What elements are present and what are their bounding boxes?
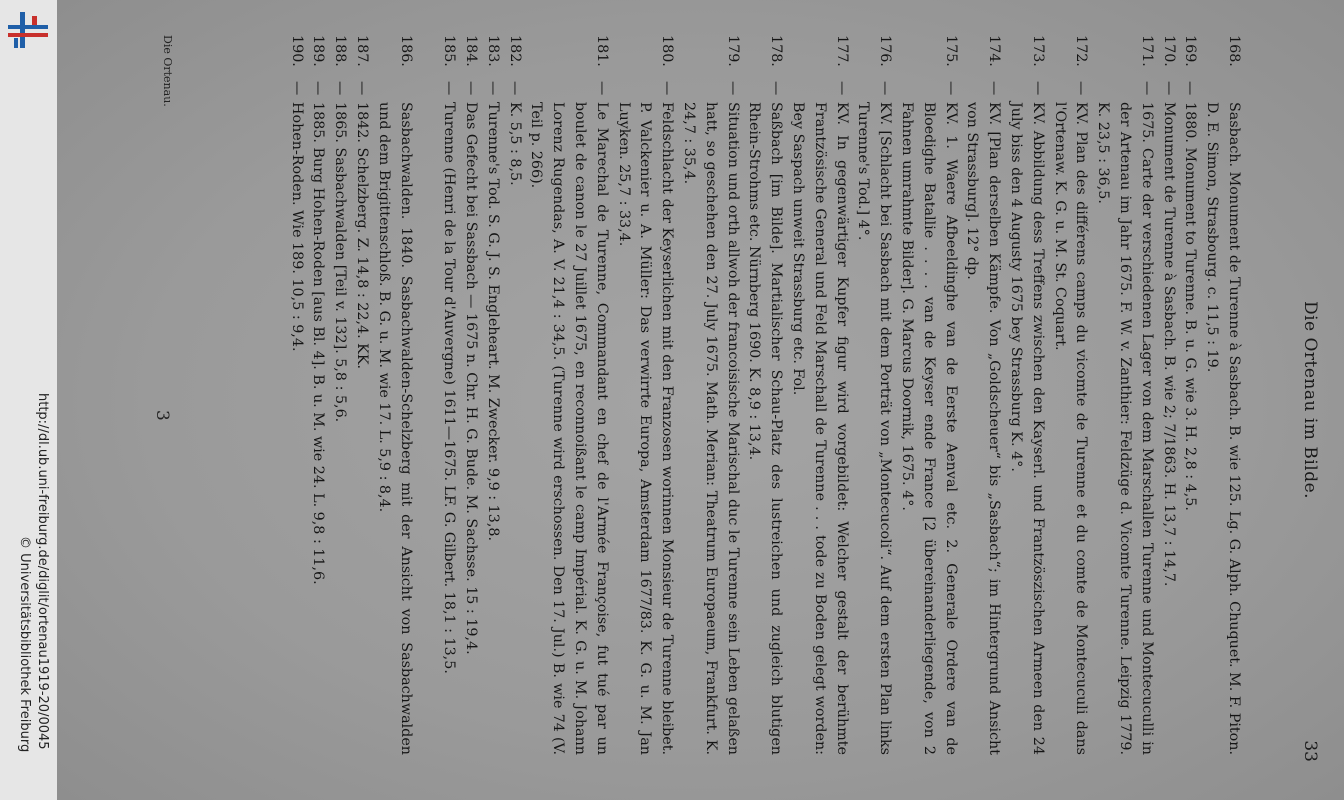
entry-text: KV. 1. Waere Afbeeldinghe van de Eerste Aenval etc. 2. Generale Ordere van de Bloedighe Batallie . . . . van de Keyser ende France [2 übereinanderliegende, von 2 Fahnen umrahmte Bilder]. G. Marcus Doornik, 1675. 4°. [899, 102, 959, 755]
entry-number: 172. [1073, 35, 1090, 67]
entry-text: Le Marechal de Turenne, Commandant en chef de l'Armée Françoise, fut tué par un boulet de canon le 27 Juillet 1675, en reconnoißant le camp Impérial. K. G. u. M. Johann Lorenz Rugendas, A. V. 21,4 : 34,5. (Turenne wird erschossen. Den 17. Jul.) B. wie 74 (V. Teil p. 266). [528, 102, 610, 755]
catalog-entry [1179, 35, 1201, 755]
entry-number: 190. [288, 35, 305, 67]
entry-number: 180. [659, 35, 676, 67]
entry-number: 176. [877, 35, 894, 67]
catalog-entry [677, 35, 742, 755]
entry-text: KV. [Plan derselben Kämpfe. Von „Goldscheuer“ bis „Sasbach“; im Hintergrund Ansicht von Strassburg]. 12° dp. [964, 102, 1003, 755]
catalog-entry [1200, 35, 1244, 755]
entry-dash: — [593, 81, 610, 96]
entry-number: 185. [441, 35, 458, 67]
entry-text: Das Gefecht bei Sassbach — 1675 n. Chr. H. G. Bude. M. Sachsse. 15 : 19,4. [463, 102, 480, 655]
entry-number: 182. [506, 35, 523, 67]
entry-number: 168. [1226, 35, 1242, 67]
entry-number: 186. [397, 35, 414, 67]
entry-dash: — [288, 81, 305, 96]
entry-number: 188. [332, 35, 349, 67]
scanned-page [57, 0, 1344, 800]
entry-number: 179. [724, 35, 741, 67]
catalog-entry [438, 35, 460, 755]
entry-dash: — [833, 81, 850, 96]
entry-dash: — [441, 81, 458, 96]
entry-dash: — [1160, 81, 1177, 96]
footer-signature: Die Ortenau. [161, 35, 174, 107]
library-logo [6, 10, 48, 50]
catalog-entry [503, 35, 525, 755]
section-gap [416, 35, 438, 755]
entry-number: 177. [833, 35, 850, 67]
entry-text: KV. Plan des différens camps du vicomte de Turenne et du comte de Montecuculi dans l'Ortenaw. K. G. u. M. St. Coquart. [1051, 102, 1090, 755]
entry-dash: — [942, 81, 959, 96]
page-number: 33 [1300, 740, 1320, 762]
catalog-entry [1004, 35, 1048, 755]
entry-text: Turenne (Henri de la Tour d'Auvergne) 1611—1675. LF. G. Gilbert. 18,1 : 13,5. [441, 102, 458, 674]
entry-text: 1885. Burg Hohen-Roden [aus Bl. 4]. B. u. M. wie 24. L. 9,8 : 11,6. [310, 102, 327, 585]
catalog-entry [372, 35, 416, 755]
entry-text: KV. Abbildung dess Treffens zwischen den Kayserl. und Frantzöszischen Armeen den 24 July biss den 4 Augusty 1675 bey Strassburg K. 4°. [1008, 102, 1046, 755]
page-title: Die Ortenau im Bilde. [1300, 300, 1320, 500]
entry-dash: — [1029, 81, 1046, 96]
entry-text: Turenne's Tod. S. G. J. S. Engleheart. M. Zwecker. 9,9 : 13,8. [484, 102, 501, 542]
entry-number: 189. [310, 35, 327, 67]
entry-dash: — [768, 81, 785, 96]
entry-dash: — [724, 81, 741, 96]
entry-number: 173. [1029, 35, 1046, 67]
entry-dash: — [463, 81, 480, 96]
entry-text: 1865. Sasbachwalden [Teil v. 132]. 5,8 : 5,6. [332, 102, 349, 423]
entry-text: K. 5,5 : 8,5. [506, 102, 523, 186]
catalog-entry [307, 35, 329, 755]
entry-text: Sasbach. Monument de Turenne à Sasbach. B. wie 125. Lg. G. Alph. Chuquet. M. F. Piton. D. E. Simon, Strasbourg. c. 11,5 : 19. [1204, 102, 1242, 755]
catalog-entry [786, 35, 851, 755]
entry-dash: — [659, 81, 676, 96]
catalog-entry [1048, 35, 1092, 755]
copyright-note: © Universitätsbibliothek Freiburg [17, 536, 32, 753]
entry-dash: — [1138, 81, 1155, 96]
entry-dash: — [310, 81, 327, 96]
entry-text: 1842. Schelzberg. Z. 14,8 : 22,4. KK. [353, 102, 370, 370]
catalog-entry [459, 35, 481, 755]
entry-text: KV. In gegenwärtiger Kupfer figur wird vorgebildet: Welcher gestalt der berühmte Frantzösische General und Feld Marschall de Turenne . . . tode zu Boden gelegt worden: Bey Saspach unweit Strassburg etc. Fol. [790, 102, 850, 755]
entry-dash: — [353, 81, 370, 96]
entry-dash: — [1073, 81, 1090, 96]
entry-number: 169. [1182, 35, 1199, 67]
entry-number: 178. [768, 35, 785, 67]
entry-number: 171. [1138, 35, 1155, 67]
entry-number: 181. [593, 35, 610, 67]
page-rotated-content [57, 0, 1344, 800]
entry-number: 170. [1160, 35, 1177, 67]
entry-dash: — [506, 81, 523, 96]
catalog-entry [612, 35, 677, 755]
entry-number: 183. [484, 35, 501, 67]
entry-dash: — [877, 81, 894, 96]
entry-number: 175. [942, 35, 959, 67]
entry-text: KV. [Schlacht bei Sasbach mit dem Porträt von „Montecucoli“. Auf dem ersten Plan links Turenne's Tod.] 4°. [855, 102, 894, 755]
footer-sheet-number: 3 [152, 410, 172, 421]
catalog-entries [285, 35, 1244, 755]
entry-number: 184. [463, 35, 480, 67]
catalog-entry [350, 35, 372, 755]
catalog-entry [961, 35, 1005, 755]
page-header [1288, 0, 1328, 800]
catalog-entry [285, 35, 307, 755]
entry-text: Monument de Turenne à Sasbach. B. wie 2; 7/1863. H. 13,7 : 14,7. [1160, 102, 1177, 587]
catalog-entry [852, 35, 896, 755]
entry-dash: — [484, 81, 501, 96]
catalog-entry [1157, 35, 1179, 755]
viewer-sidebar [0, 0, 57, 800]
entry-text: Sasbachwalden. 1840. Sasbachwalden-Schelzberg mit der Ansicht von Sasbachwalden und dem Brigittenschloß. B. G. u. M. wie 17. L. 5,9 : 8,4. [375, 102, 414, 755]
entry-dash: — [1182, 81, 1199, 96]
entry-number: 187. [353, 35, 370, 67]
entry-text: 1880. Monument to Turenne. B. u. G. wie 3. H. 2,8 : 4,5. [1182, 102, 1199, 511]
catalog-entry [525, 35, 612, 755]
source-url[interactable]: http://dl.ub.uni-freiburg.de/diglit/ortenau1919-20/0045 [35, 393, 50, 750]
entry-text: 1675. Carte der verschiedenen Lager von dem Marschallen Turenne und Montecuculli in der Artenau im Jahr 1675. F. W. v. Zanthier: Feldzüge d. Vicomte Turenne. Leipzig 1779. K. 23,5 : 36,5. [1095, 102, 1155, 755]
catalog-entry [328, 35, 350, 755]
entry-dash: — [986, 81, 1003, 96]
catalog-entry [481, 35, 503, 755]
entry-dash: — [332, 81, 349, 96]
catalog-entry [743, 35, 787, 755]
catalog-entry [895, 35, 960, 755]
entry-text: Feldschlacht der Keyserlichen mit den Franzosen worinnen Monsieur de Turenne bleibet. P. Valckenier u. A. Müller: Das verwirrte Europa, Amsterdam 1677/83. K. G. u. M. Jan Luyken. 25,7 : 33,4. [615, 102, 676, 755]
entry-text: Hohen-Roden. Wie 189. 10,5 : 9,4. [288, 102, 305, 352]
entry-text: Saßbach [im Bilde]. Martialischer Schau-Platz des lustreichen und zugleich blutigen Rhein-Strohms etc. Nürnberg 1690. K. 8,9 : 13,4. [746, 102, 785, 755]
entry-number: 174. [986, 35, 1003, 67]
catalog-entry [1091, 35, 1156, 755]
entry-text: Situation und orth allwoh der francoisische Marischal duc le Turenne sein Leben gelaßen hatt, so geschehen den 27. July 1675. Math. Merian: Theatrum Europaeum, Frankfurt. K. 24,7 : 35,4. [681, 102, 741, 755]
